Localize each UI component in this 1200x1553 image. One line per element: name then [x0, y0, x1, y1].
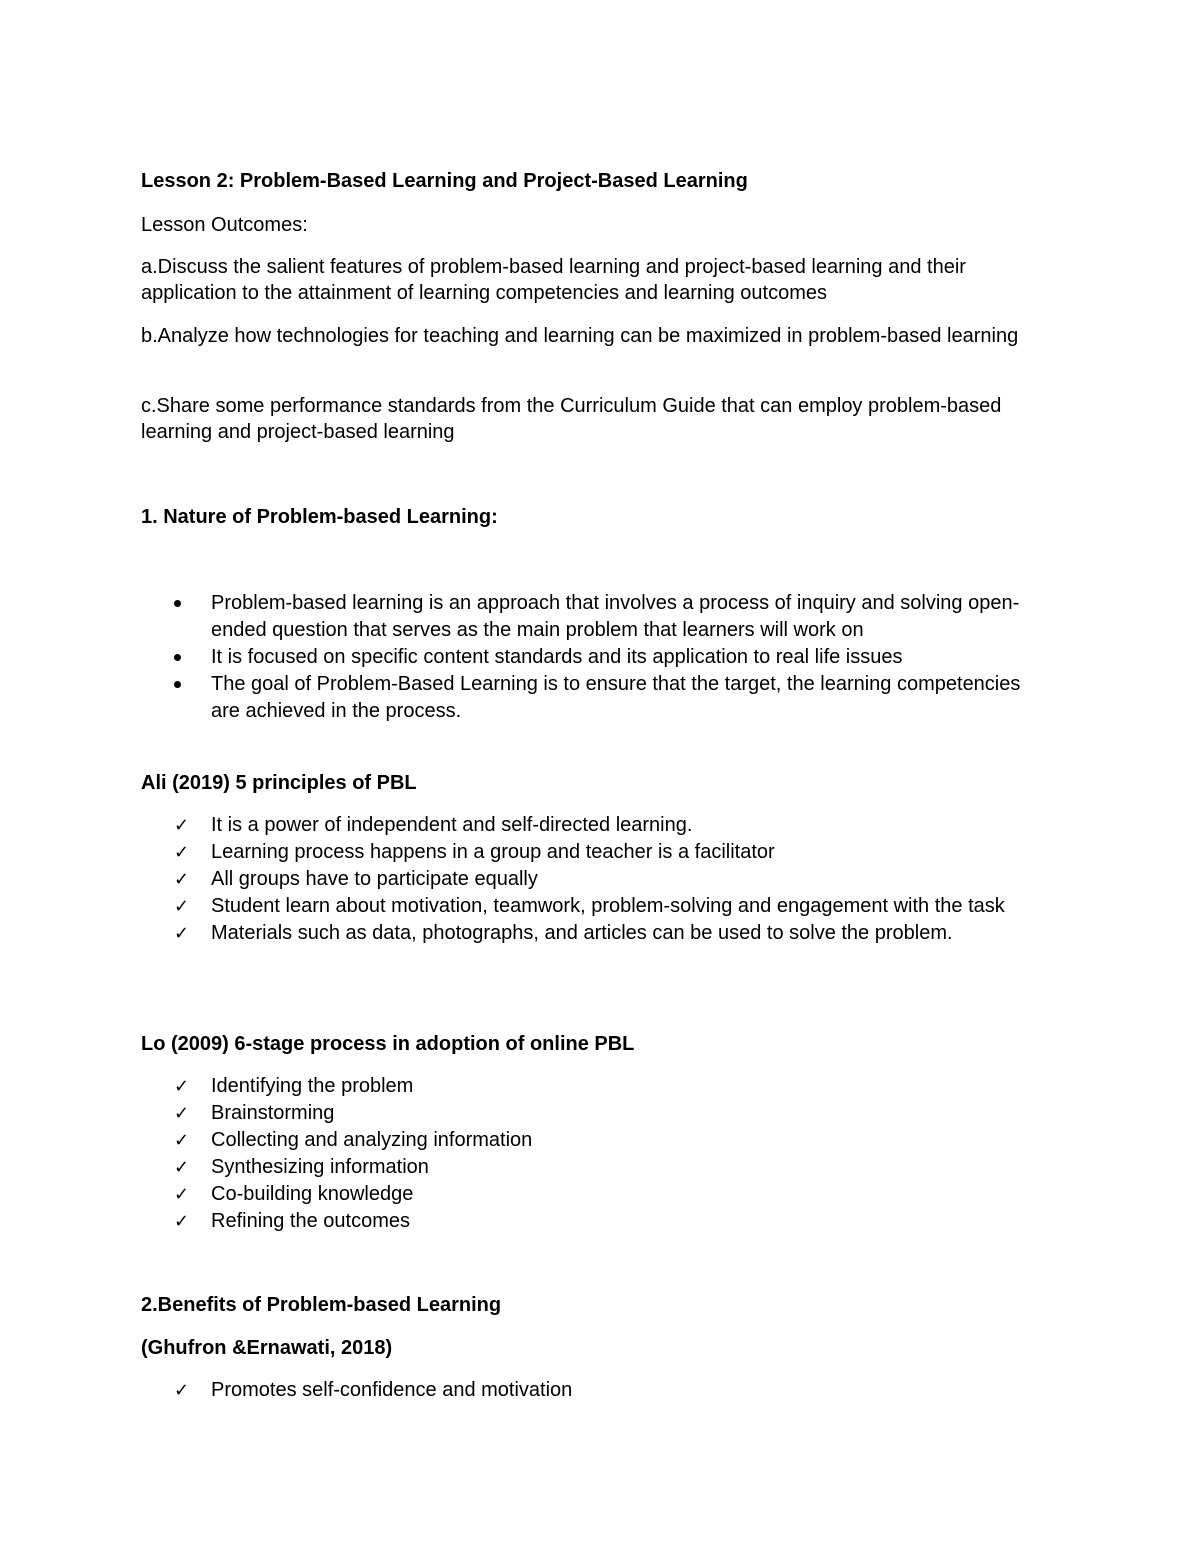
checkmark-icon: ✓: [174, 1157, 190, 1178]
checkmark-icon: ✓: [174, 815, 190, 836]
checkmark-icon: ✓: [174, 1076, 190, 1097]
list-item: ✓ Identifying the problem: [0, 1073, 1031, 1100]
bullet-icon: [174, 654, 181, 661]
list-item: ✓ Brainstorming: [0, 1100, 1031, 1127]
list-item: ✓ Synthesizing information: [0, 1154, 1031, 1181]
ali-heading: Ali (2019) 5 principles of PBL: [141, 772, 417, 794]
checkmark-icon: ✓: [174, 1103, 190, 1124]
checkmark-icon: ✓: [174, 923, 190, 944]
lo-heading: Lo (2009) 6-stage process in adoption of online PBL: [141, 1033, 635, 1055]
checkmark-icon: ✓: [174, 1211, 190, 1232]
nature-bullet-list: [0, 590, 1100, 725]
list-item: ✓ Materials such as data, photographs, and articles can be used to solve the problem.: [0, 920, 1031, 947]
checkmark-icon: ✓: [174, 1184, 190, 1205]
lo-check-list: [0, 1073, 1100, 1235]
lesson-title: Lesson 2: Problem-Based Learning and Project-Based Learning: [141, 170, 748, 192]
outcome-b: b.Analyze how technologies for teaching and learning can be maximized in problem-based learning: [141, 325, 1019, 347]
checkmark-icon: ✓: [174, 1130, 190, 1151]
list-item: ✓ Learning process happens in a group and teacher is a facilitator: [0, 839, 1031, 866]
list-item: Problem-based learning is an approach that involves a process of inquiry and solving open-ended question that serves as the main problem that learners will work on: [0, 590, 1031, 644]
list-item: ✓ It is a power of independent and self-directed learning.: [0, 812, 1031, 839]
list-item: The goal of Problem-Based Learning is to ensure that the target, the learning competencies are achieved in the process.: [0, 671, 1031, 725]
bullet-icon: [174, 600, 181, 607]
list-item: ✓ Student learn about motivation, teamwork, problem-solving and engagement with the task: [0, 893, 1031, 920]
section2-heading: 2.Benefits of Problem-based Learning: [141, 1294, 502, 1316]
section1-heading: 1. Nature of Problem-based Learning:: [141, 506, 498, 528]
checkmark-icon: ✓: [174, 869, 190, 890]
checkmark-icon: ✓: [174, 1380, 190, 1401]
checkmark-icon: ✓: [174, 842, 190, 863]
list-item: It is focused on specific content standards and its application to real life issues: [0, 644, 1031, 671]
outcomes-label: Lesson Outcomes:: [141, 214, 308, 236]
list-item: ✓ Collecting and analyzing information: [0, 1127, 1031, 1154]
outcome-c: c.Share some performance standards from the Curriculum Guide that can employ problem-based learning and project-based learning: [141, 395, 1002, 443]
ali-check-list: [0, 812, 1100, 947]
benefits-check-list: [0, 1377, 1100, 1404]
bullet-icon: [174, 681, 181, 688]
list-item: ✓ All groups have to participate equally: [0, 866, 1031, 893]
checkmark-icon: ✓: [174, 896, 190, 917]
section2-citation: (Ghufron &Ernawati, 2018): [141, 1337, 393, 1359]
outcome-a: a.Discuss the salient features of problem-based learning and project-based learning and their application to the attainment of learning competencies and learning outcomes: [141, 256, 966, 304]
list-item: ✓ Co-building knowledge: [0, 1181, 1031, 1208]
list-item: ✓ Promotes self-confidence and motivation: [0, 1377, 1031, 1404]
list-item: ✓ Refining the outcomes: [0, 1208, 1031, 1235]
